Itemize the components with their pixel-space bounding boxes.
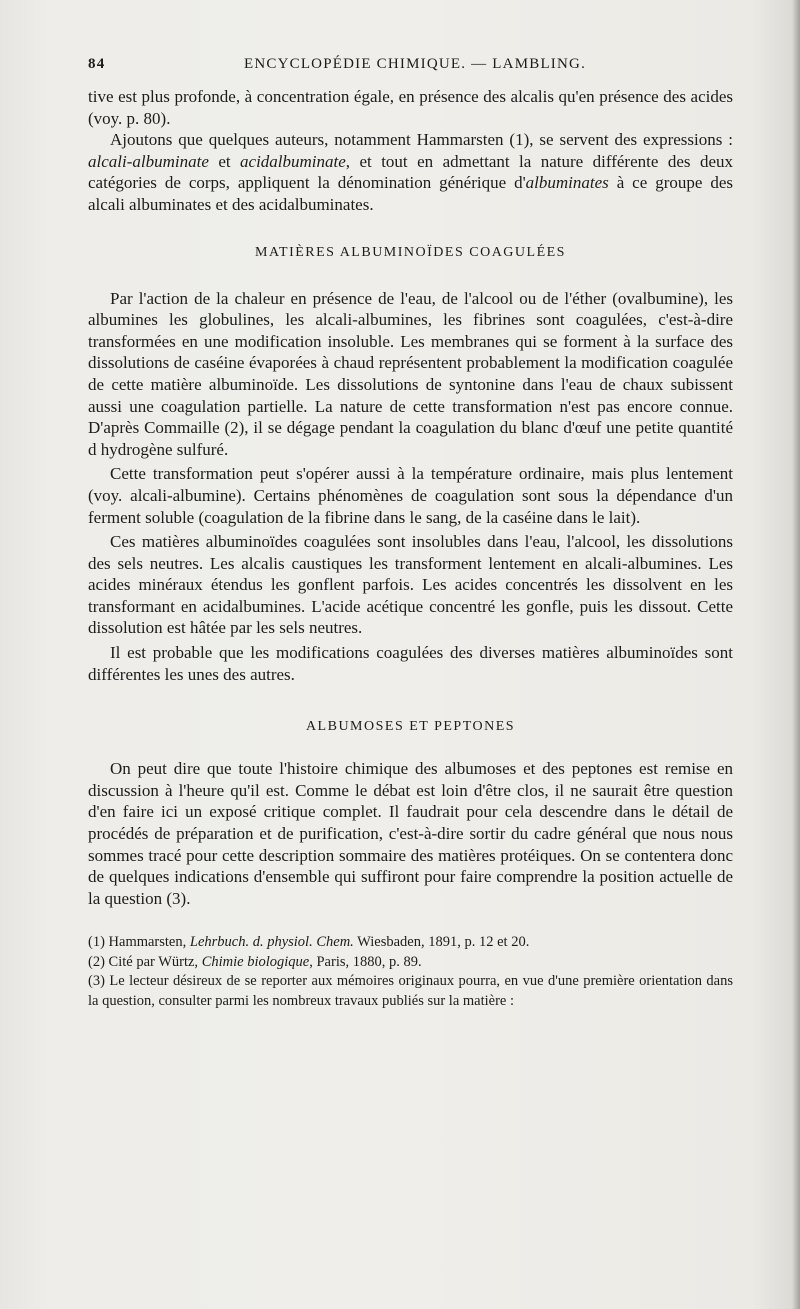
term-albuminates: albuminates xyxy=(525,173,609,193)
text-run: à ce groupe des alcali albuminates et des acidalbuminates. xyxy=(88,173,733,214)
text-run: (1) Hammarsten, xyxy=(88,934,190,951)
footnote-2 xyxy=(88,953,733,973)
text-run: et xyxy=(208,151,241,171)
footnote-3: (3) Le lecteur désireux de se reporter aux mémoires originaux pourra, en vue d'une première orientation dans la question, consulter parmi les nombreux travaux publiés sur la matière : xyxy=(88,973,733,1009)
page-number: 84 xyxy=(88,56,106,72)
body-text xyxy=(88,86,733,1011)
text-run: (2) Cité par Würtz, xyxy=(88,953,202,970)
paragraph-hammarsten xyxy=(88,129,733,215)
paragraph-albumoses: On peut dire que toute l'histoire chimique des albumoses et des peptones est remise en discussion à l'heure qu'il est. Comme le débat est loin d'être clos, il ne saurait être question d'en faire ici un exposé critique complet. Il faudrait pour cela descendre dans le détail de procédés de préparation et de purification, c'est-à-dire sortir du cadre général que nous nous sommes tracé pour cette description sommaire des matières protéiques. On se contentera donc de quelques indications d'ensemble qui suffiront pour faire comprendre la position actuelle de la question (3). xyxy=(88,759,733,908)
paragraph-chaleur: Par l'action de la chaleur en présence de l'eau, de l'alcool ou de l'éther (ovalbumine), les albumines les globulines, les alcali-albumines, les fibrines sont coagulées, c'est-à-dire transformées en une modification insoluble. Les membranes qui se forment à la surface des dissolutions de caséine évaporées à chaud représentent probablement la modification coagulée de cette matière albuminoïde. Les dissolutions de syntonine dans l'eau de chaux subissent aussi une coagulation partielle. La nature de cette transformation n'est pas encore connue. D'après Commaille (2), il se dégage pendant la coagulation du blanc d'œuf une petite quantité d hydrogène sulfuré. xyxy=(88,288,733,459)
term-acidalbuminate: acidalbuminate xyxy=(240,151,346,171)
running-title: ENCYCLOPÉDIE CHIMIQUE. — LAMBLING. xyxy=(243,56,587,72)
footnote-1 xyxy=(88,933,733,953)
paragraph-insolubles: Ces matières albuminoïdes coagulées sont insolubles dans l'eau, l'alcool, les dissolutions des sels neutres. Les alcalis caustiques les transforment lentement en alcali-albumines. Les acides minéraux étendus les gonflent parfois. Les acides concentrés les dissolvent en les transformant en acidalbumines. L'acide acétique concentré les gonfle, puis les dissout. Cette dissolution est hâtée par les sels neutres. xyxy=(88,532,733,638)
page-edge-shadow xyxy=(792,0,800,1309)
running-header xyxy=(88,56,712,80)
paragraph-continuation: tive est plus profonde, à concentration égale, en présence des alcalis qu'en présence des acides (voy. p. 80). xyxy=(88,87,733,128)
text-run: Wiesbaden, 1891, p. 12 et 20. xyxy=(353,934,530,951)
footnote-1-title: Lehrbuch. d. physiol. Chem. xyxy=(189,934,354,951)
footnotes xyxy=(88,933,733,1011)
text-run: Ajoutons que quelques auteurs, notamment Hammarsten (1), se servent des expressions : xyxy=(110,130,733,150)
text-run: , Paris, 1880, p. 89. xyxy=(309,953,422,970)
section-heading-albumoses: ALBUMOSES ET PEPTONES xyxy=(305,719,516,735)
section-heading-coagulees: MATIÈRES ALBUMINOÏDES COAGULÉES xyxy=(255,244,566,260)
footnote-2-title: Chimie biologique xyxy=(201,953,310,970)
paragraph-temperature: Cette transformation peut s'opérer aussi à la température ordinaire, mais plus lentement (voy. alcali-albumine). Certains phénomènes de coagulation sont sous la dépendance d'un ferment soluble (coagulation de la fibrine dans le sang, de la caséine dans le lait). xyxy=(88,464,733,527)
text-run: , et tout en admettant la nature différente des deux catégories de corps, appliquent la dénomination générique d' xyxy=(88,151,733,193)
paragraph-probable: Il est probable que les modifications coagulées des diverses matières albuminoïdes sont différentes les unes des autres. xyxy=(88,643,733,684)
term-alcali-albuminate: alcali-albuminate xyxy=(88,151,209,171)
